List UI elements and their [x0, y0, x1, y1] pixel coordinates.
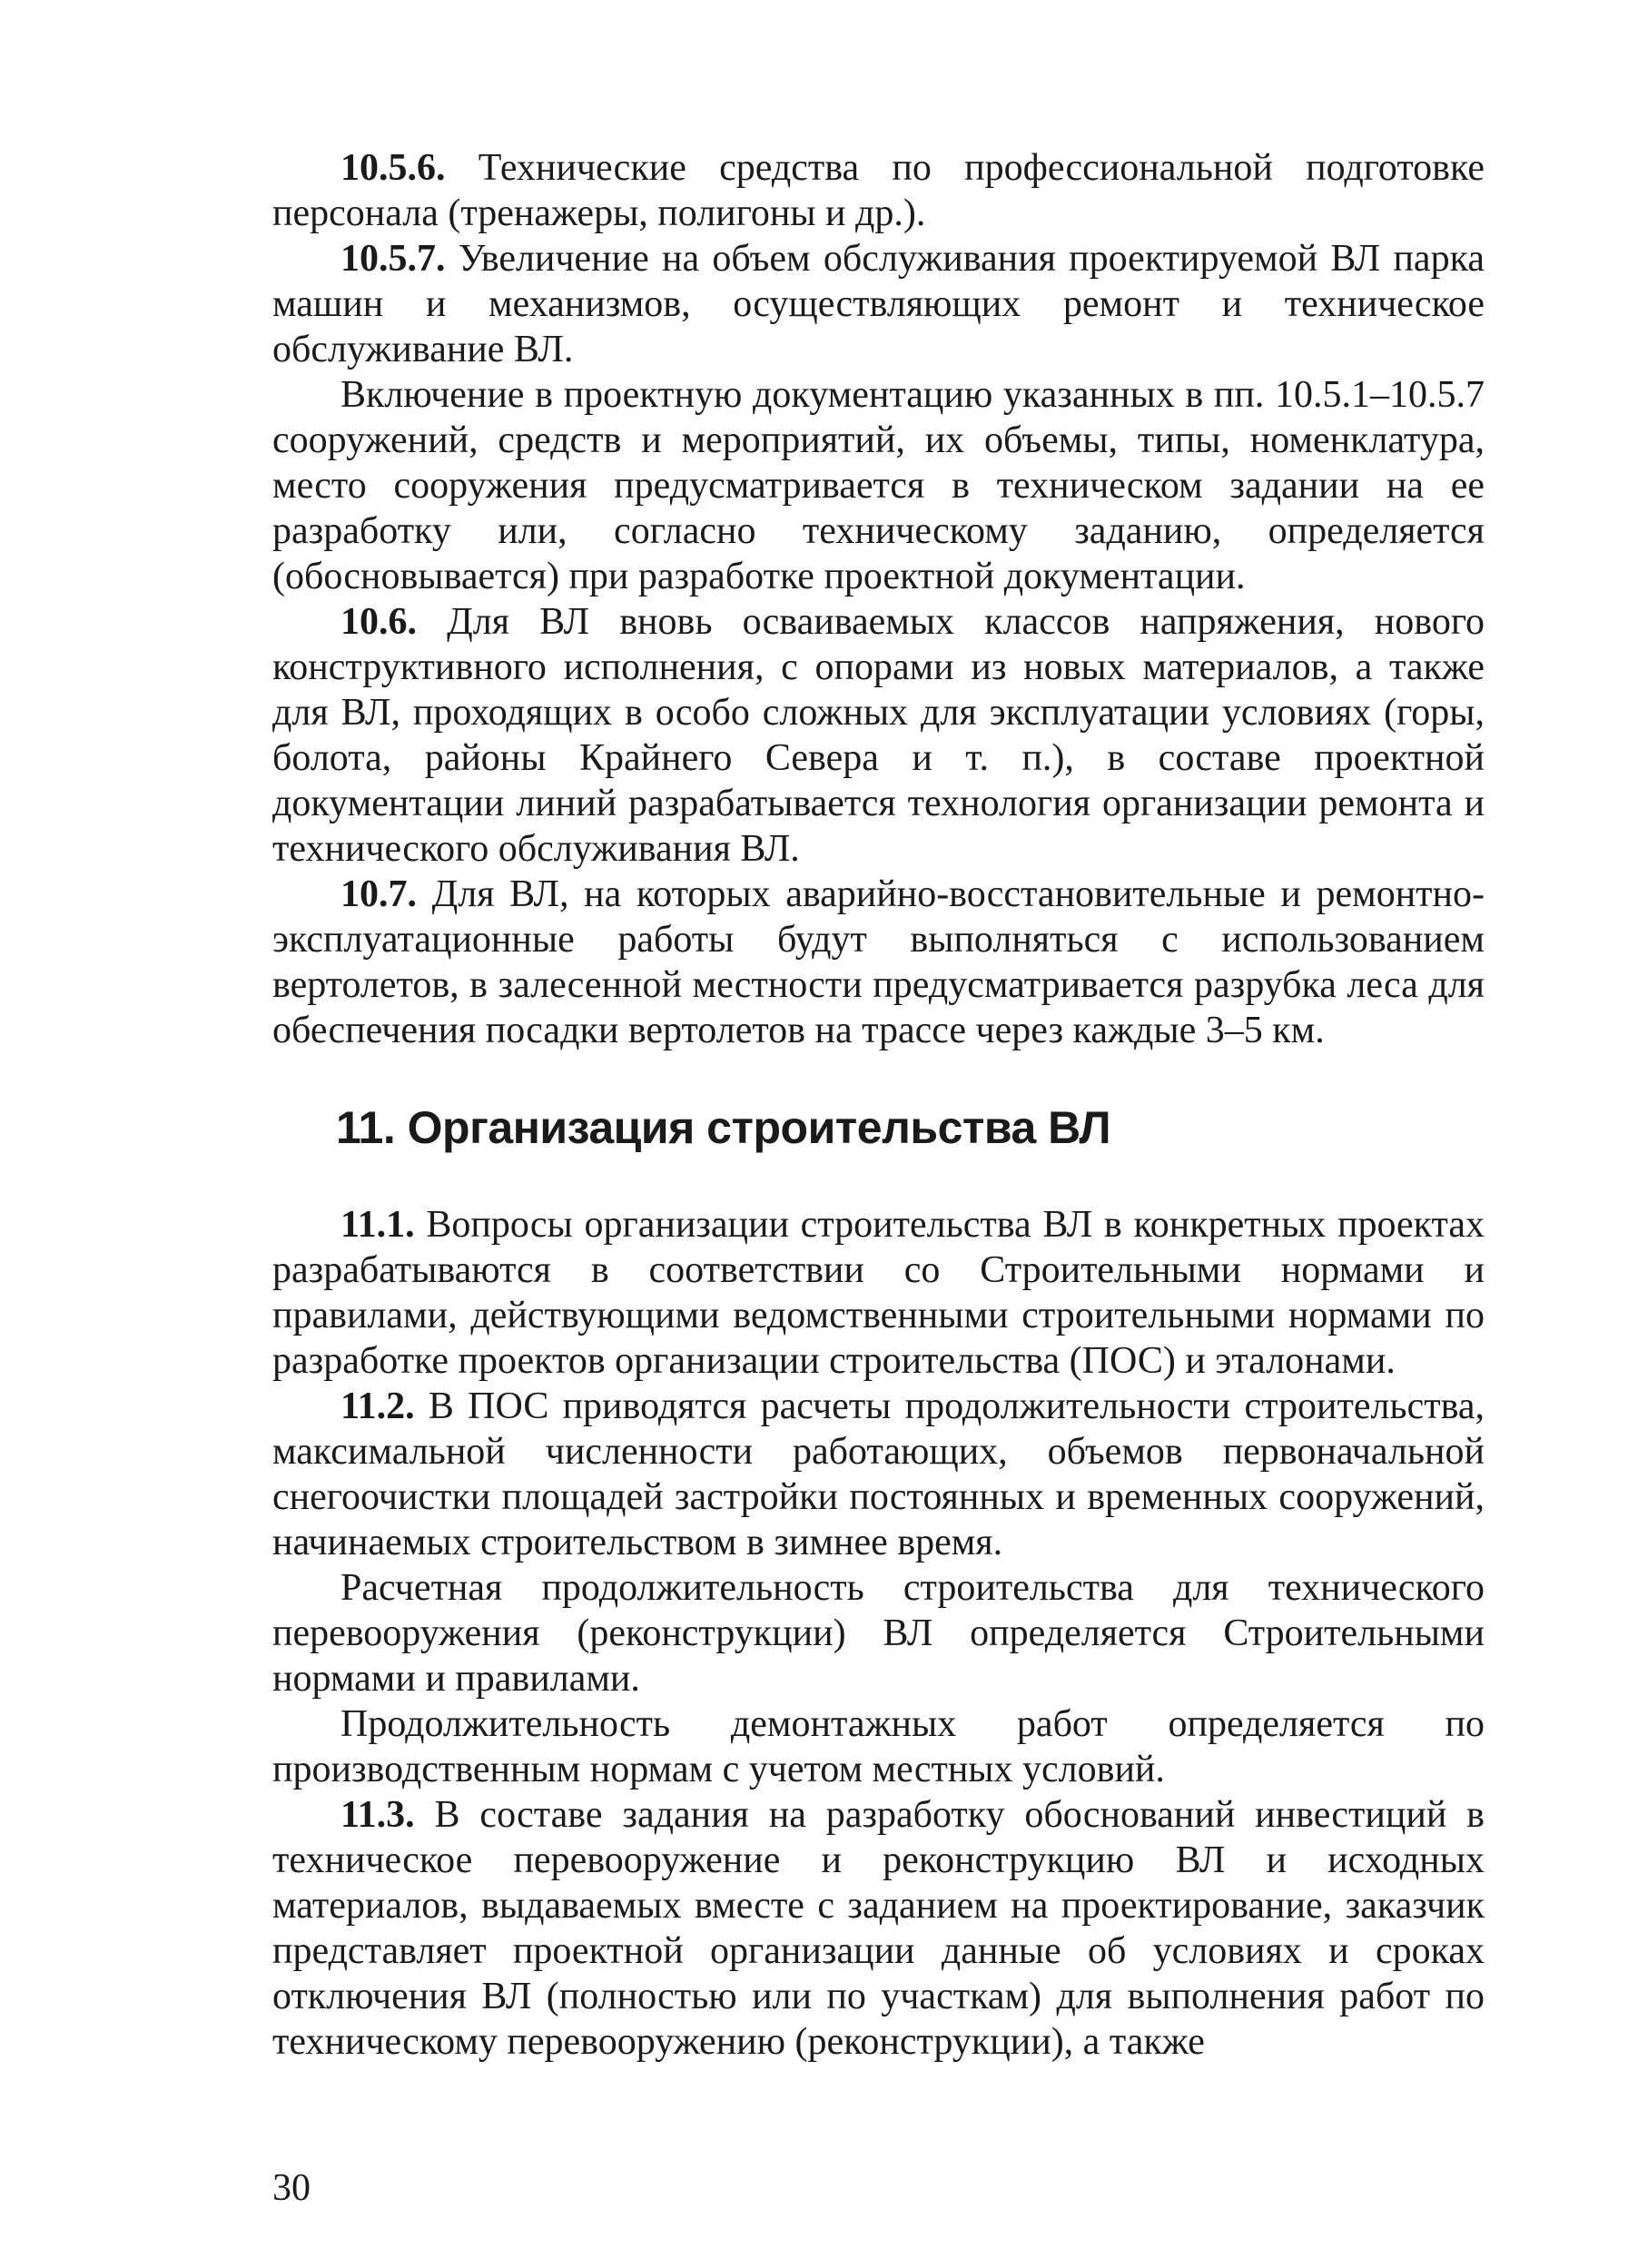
paragraph-number: 10.5.7. [340, 238, 446, 280]
paragraph-text: Вопросы организации строительства ВЛ в конкретных проектах разрабатываются в соответствии со Строительными нормами и правилами, действующими ведомственными строительными нормами по разработке проектов организации строительства (ПОС) и эталонами. [272, 1204, 1485, 1382]
paragraph-text: Для ВЛ, на которых аварийно-восстановительные и ремонтно-эксплуатационные работы будут выполняться с использованием вертолетов, в залесенной местности предусматривается разрубка леса для обеспечения посадки вертолетов на трассе через каждые 3–5 км. [272, 873, 1485, 1051]
paragraph-number: 10.7. [340, 873, 417, 915]
paragraph-calculated-duration [272, 1565, 1485, 1701]
paragraph-11-1 [272, 1202, 1485, 1384]
paragraph-text: Для ВЛ вновь осваиваемых классов напряжения, нового конструктивного исполнения, с опорами из новых материалов, а также для ВЛ, проходящих в особо сложных для эксплуатации условиях (горы, болота, районы Крайнего Севера и т. п.), в составе проектной документации линий разрабатывается технология организации ремонта и технического обслуживания ВЛ. [272, 601, 1485, 870]
section-heading: 11. Организация строительства ВЛ [336, 1102, 1111, 1153]
paragraph-10-6 [272, 599, 1485, 872]
paragraph-text: Включение в проектную документацию указанных в пп. 10.5.1–10.5.7 сооружений, средств и мероприятий, их объемы, типы, номенклатура, место сооружения предусматривается в техническом задании на ее разработку или, согласно техническому заданию, определяется (обосновывается) при разработке проектной документации. [272, 374, 1485, 597]
paragraph-text: В составе задания на разработку обоснований инвестиций в техническое перевооружение и реконструкцию ВЛ и исходных материалов, выдаваемых вместе с заданием на проектирование, заказчик представляет проектной организации данные об условиях и сроках отключения ВЛ (полностью или по участкам) для выполнения работ по техническому перевооружению (реконструкции), а также [272, 1794, 1485, 2063]
paragraph-number: 11.2. [340, 1385, 415, 1427]
paragraph-10-7 [272, 872, 1485, 1053]
paragraph-number: 10.5.6. [340, 147, 446, 189]
paragraph-text: Технические средства по профессиональной подготовке персонала (тренажеры, полигоны и др.). [272, 147, 1485, 234]
page-number: 30 [272, 2167, 311, 2209]
paragraph-text: Продолжительность демонтажных работ определяется по производственным нормам с учетом местных условий. [272, 1703, 1485, 1790]
paragraph-number: 11.3. [340, 1794, 415, 1836]
page-body [272, 145, 1485, 2065]
paragraph-10-5-7 [272, 236, 1485, 372]
paragraph-text: Увеличение на объем обслуживания проектируемой ВЛ парка машин и механизмов, осуществляющих ремонт и техническое обслуживание ВЛ. [272, 238, 1485, 370]
paragraph-10-5-6 [272, 145, 1485, 236]
paragraph-dismantling-duration [272, 1701, 1485, 1792]
paragraph-11-2 [272, 1384, 1485, 1565]
paragraph-11-3 [272, 1792, 1485, 2065]
paragraph-number: 11.1. [340, 1204, 415, 1246]
paragraph-number: 10.6. [340, 601, 417, 643]
paragraph-text: В ПОС приводятся расчеты продолжительности строительства, максимальной численности работающих, объемов первоначальной снегоочистки площадей застройки постоянных и временных сооружений, начинаемых строительством в зимнее время. [272, 1385, 1485, 1563]
paragraph-text: Расчетная продолжительность строительства для технического перевооружения (реконструкции) ВЛ определяется Строительными нормами и правилами. [272, 1567, 1485, 1700]
paragraph-inclusion [272, 372, 1485, 599]
